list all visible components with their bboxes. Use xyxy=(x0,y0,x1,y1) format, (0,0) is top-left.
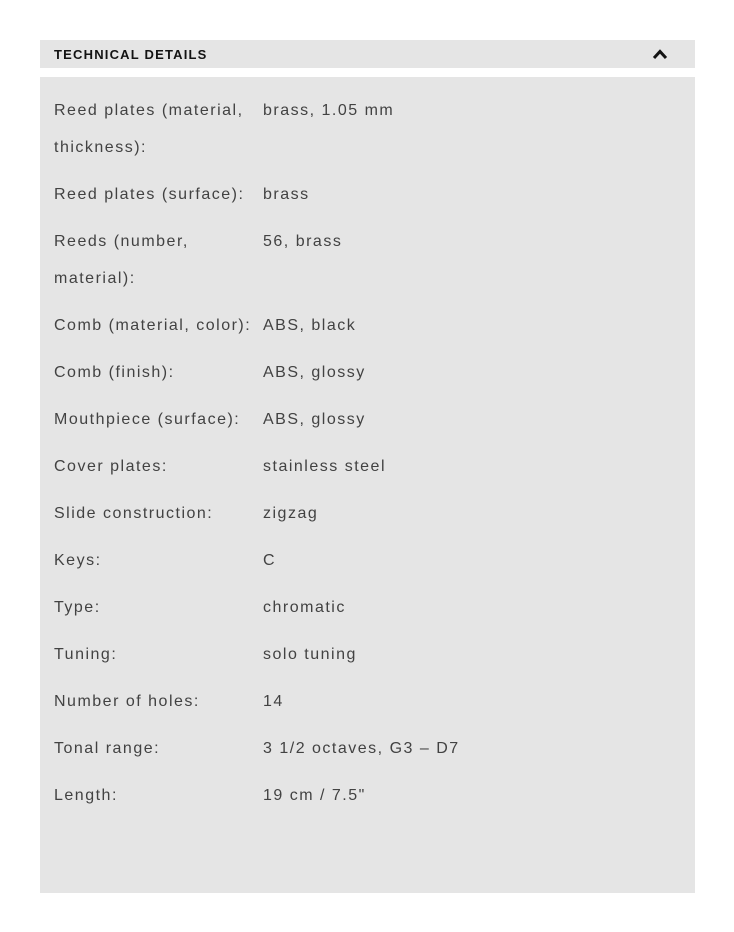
spec-value: chromatic xyxy=(263,599,346,616)
spec-row xyxy=(54,589,681,626)
spec-label: Tuning: xyxy=(54,646,118,663)
spec-value: C xyxy=(263,552,277,569)
technical-details-panel xyxy=(40,77,695,893)
chevron-up-icon[interactable] xyxy=(652,48,668,60)
spec-row xyxy=(54,223,681,297)
spec-value: 3 1/2 octaves, G3 – D7 xyxy=(263,740,460,757)
spec-row xyxy=(54,542,681,579)
spec-row xyxy=(54,683,681,720)
spec-label: Reed plates (material, thickness): xyxy=(54,102,244,156)
spec-row xyxy=(54,495,681,532)
spec-value: ABS, glossy xyxy=(263,411,366,428)
spec-label: Slide construction: xyxy=(54,505,214,522)
spec-row xyxy=(54,176,681,213)
spec-row xyxy=(54,636,681,673)
spec-label: Keys: xyxy=(54,552,102,569)
spec-value: ABS, black xyxy=(263,317,357,334)
spec-label: Number of holes: xyxy=(54,693,200,710)
spec-label: Reeds (number, material): xyxy=(54,233,189,287)
spec-value: brass xyxy=(263,186,310,203)
spec-value: ABS, glossy xyxy=(263,364,366,381)
spec-value: brass, 1.05 mm xyxy=(263,102,395,119)
spec-value: 14 xyxy=(263,693,284,710)
spec-label: Type: xyxy=(54,599,101,616)
spec-value: stainless steel xyxy=(263,458,386,475)
spec-value: 56, brass xyxy=(263,233,343,250)
technical-details-title: TECHNICAL DETAILS xyxy=(54,46,208,62)
spec-row xyxy=(54,307,681,344)
spec-row xyxy=(54,354,681,391)
spec-label: Length: xyxy=(54,787,118,804)
spec-row xyxy=(54,401,681,438)
technical-details-accordion-header[interactable] xyxy=(40,40,695,68)
spec-label: Cover plates: xyxy=(54,458,168,475)
spec-label: Comb (material, color): xyxy=(54,317,252,334)
spec-row xyxy=(54,448,681,485)
spec-row xyxy=(54,92,681,166)
spec-row xyxy=(54,777,681,814)
spec-value: 19 cm / 7.5" xyxy=(263,787,366,804)
spec-label: Mouthpiece (surface): xyxy=(54,411,241,428)
spec-value: solo tuning xyxy=(263,646,357,663)
spec-label: Reed plates (surface): xyxy=(54,186,245,203)
spec-label: Tonal range: xyxy=(54,740,161,757)
spec-label: Comb (finish): xyxy=(54,364,175,381)
spec-row xyxy=(54,730,681,767)
spec-value: zigzag xyxy=(263,505,319,522)
